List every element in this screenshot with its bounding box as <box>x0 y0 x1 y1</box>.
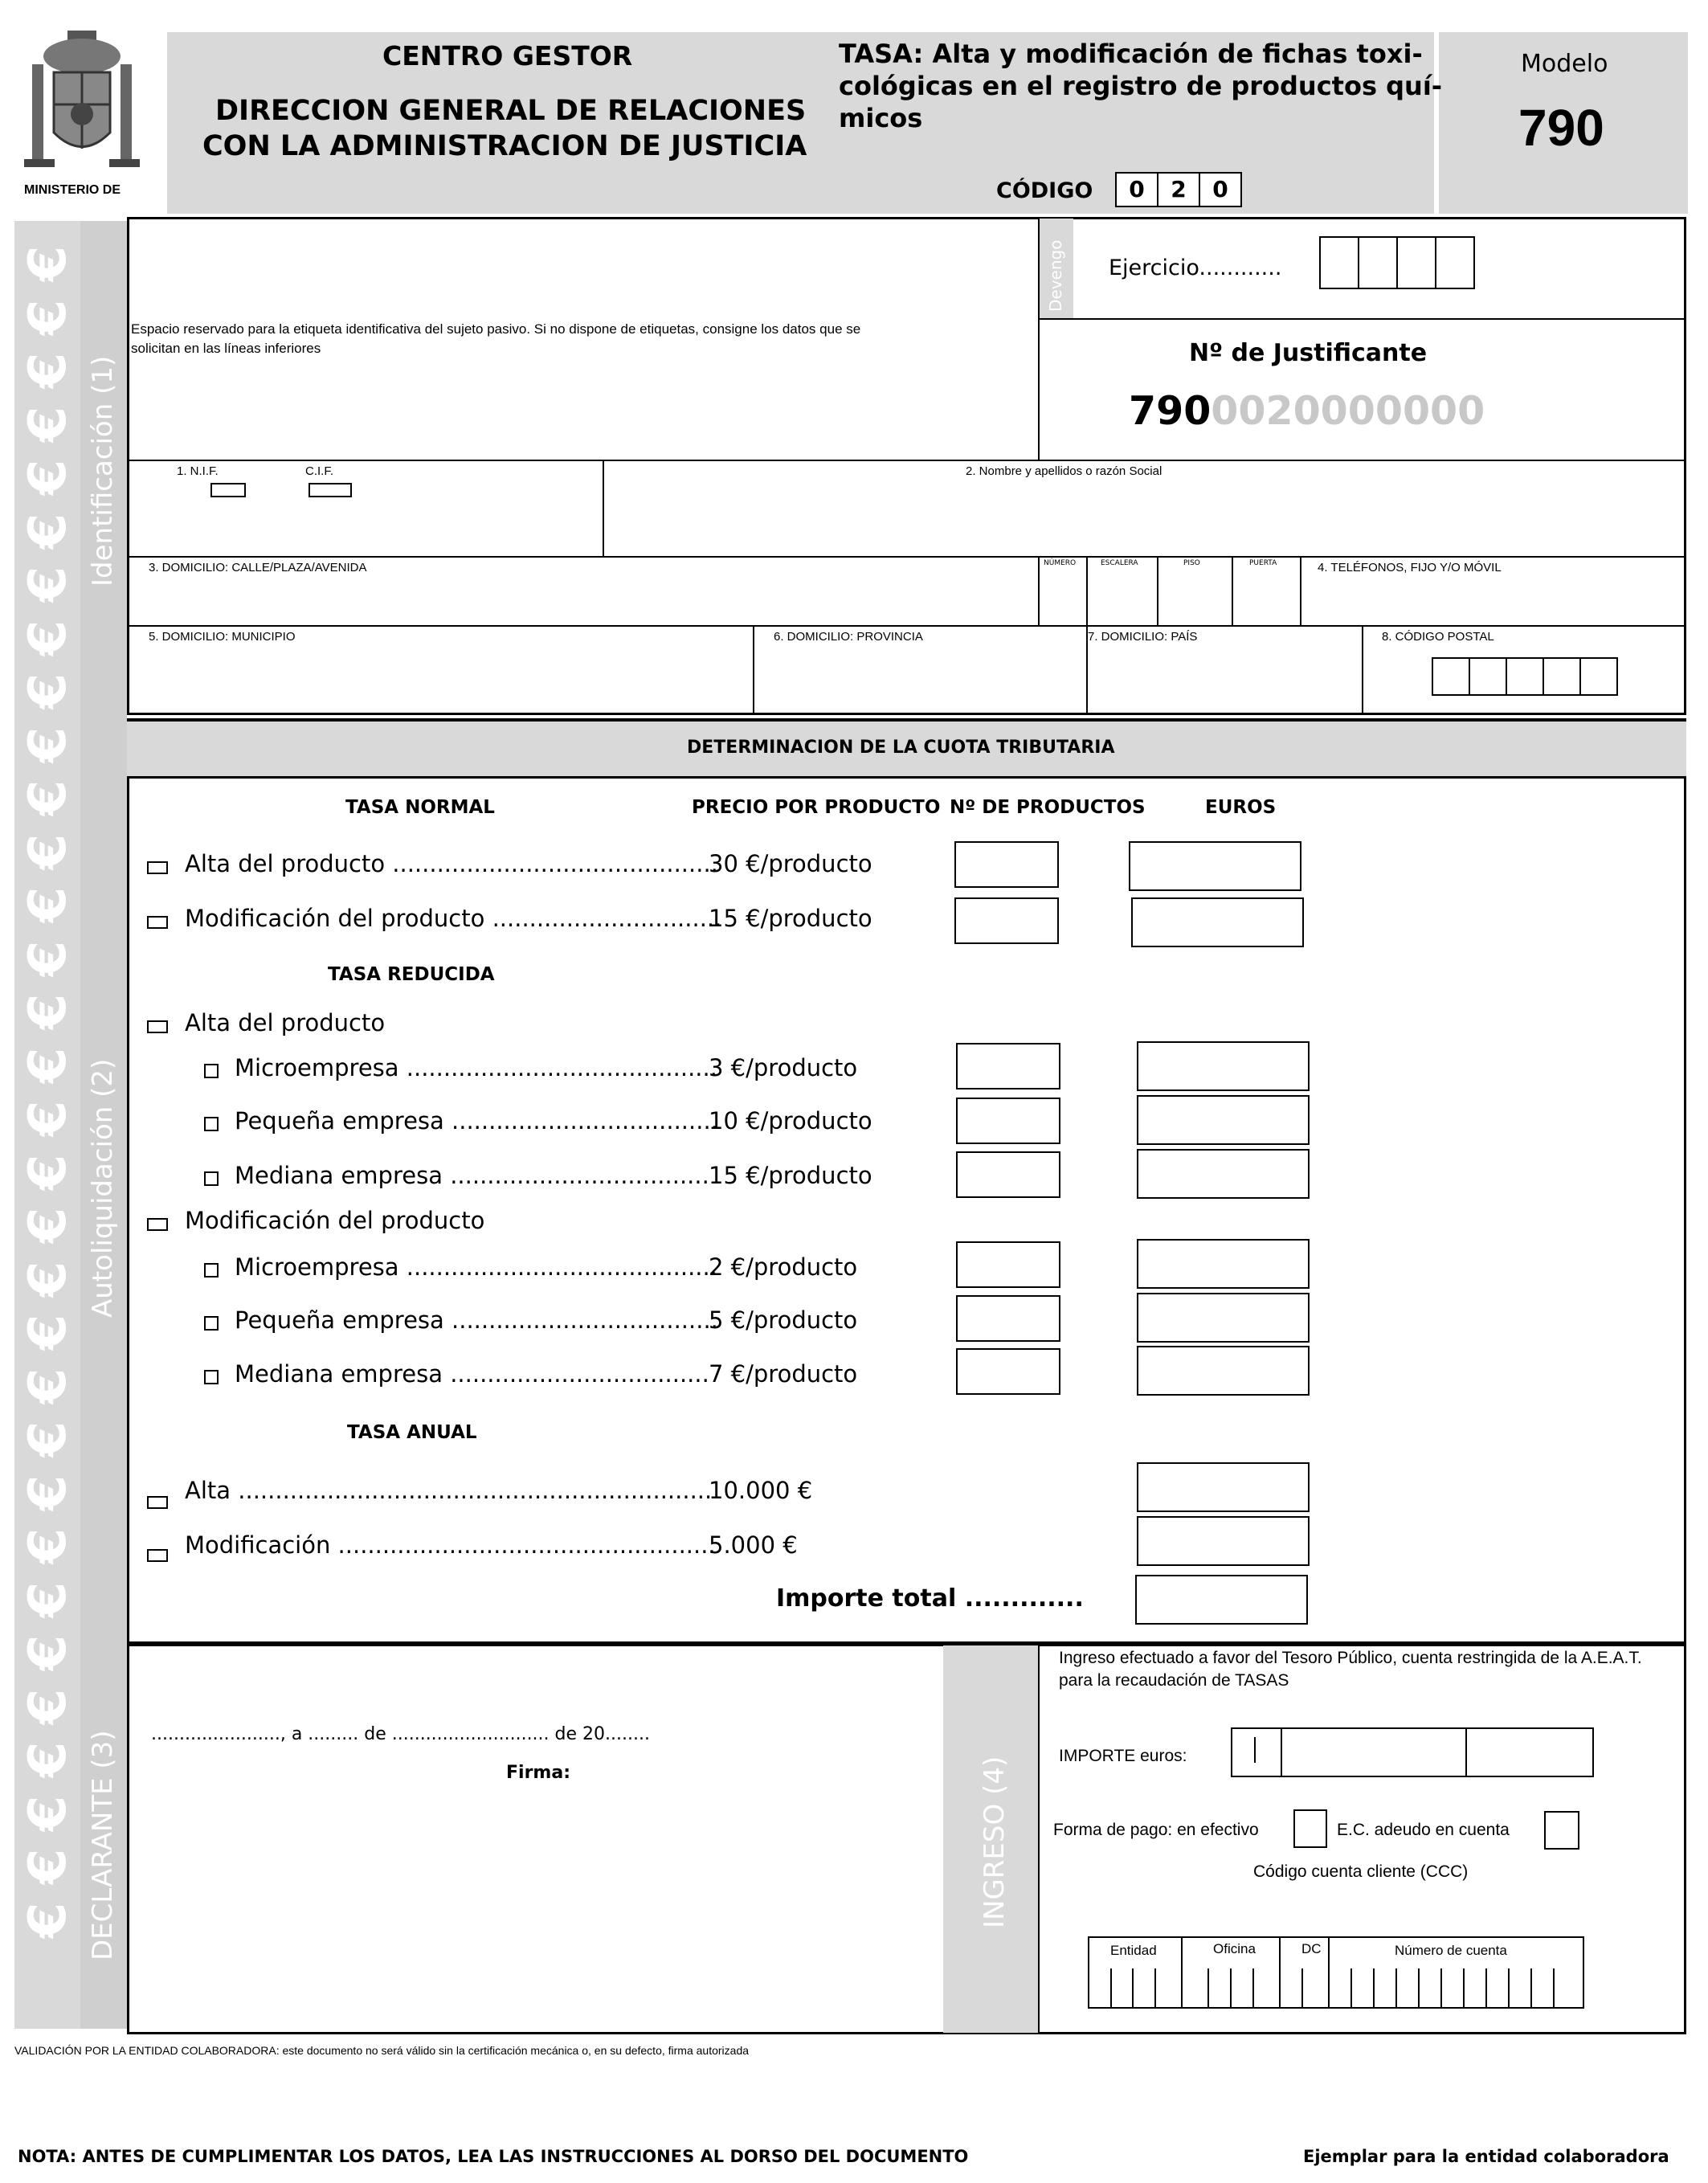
tasa-anual-title: TASA ANUAL <box>347 1422 477 1443</box>
euro-icon: € <box>18 833 78 869</box>
anual-mod-euros[interactable] <box>1137 1516 1310 1566</box>
field-domicilio-label: 3. DOMICILIO: CALLE/PLAZA/AVENIDA <box>149 561 367 574</box>
nota-text: NOTA: ANTES DE CUMPLIMENTAR LOS DATOS, LEA LAS INSTRUCCIONES AL DORSO DEL DOCUMENTO <box>18 2147 969 2166</box>
col-euros: EUROS <box>1205 797 1277 818</box>
ccc-group-divider <box>1181 1936 1183 2009</box>
codigo-boxes <box>1115 172 1244 207</box>
codigo-label: CÓDIGO <box>996 178 1093 203</box>
euro-icon: € <box>18 993 78 1030</box>
col-precio: PRECIO POR PRODUCTO <box>692 797 941 818</box>
ejercicio-box[interactable] <box>1319 236 1359 289</box>
tasa-line2: cológicas en el registro de productos quí- <box>839 71 1443 101</box>
ccc-group-divider <box>1279 1936 1281 2009</box>
red-alta-micro-label: Microempresa .......................................... <box>235 1054 717 1081</box>
euro-icon: € <box>18 352 78 389</box>
checkbox-red-mod-micro[interactable] <box>204 1263 219 1278</box>
field-nombre-label: 2. Nombre y apellidos o razón Social <box>966 464 1163 478</box>
euro-icon: € <box>18 1741 78 1778</box>
red-mod-med-price: 7 €/producto <box>709 1360 858 1388</box>
ccc-digit-divider <box>1485 1968 1487 2009</box>
euro-icon: € <box>18 1848 78 1885</box>
euro-icon: € <box>18 1421 78 1457</box>
section2-title: Autoliquidación (2) <box>87 1058 119 1318</box>
normal-alta-label: Alta del producto ............................................ <box>185 850 718 877</box>
checkbox-red-alta[interactable] <box>147 1020 168 1033</box>
red-mod-micro-label: Microempresa .......................................... <box>235 1253 717 1281</box>
red-mod-micro-euros[interactable] <box>1137 1239 1310 1289</box>
ccc-digit-divider <box>1373 1968 1375 2009</box>
checkbox-red-alta-peq[interactable] <box>204 1117 219 1131</box>
postal-code-boxes[interactable] <box>1432 657 1620 696</box>
centro-gestor: CENTRO GESTOR <box>382 40 633 72</box>
checkbox-anual-alta[interactable] <box>147 1496 168 1509</box>
importe-label: IMPORTE euros: <box>1059 1747 1187 1765</box>
normal-mod-count[interactable] <box>954 897 1059 944</box>
euro-icon: € <box>18 1474 78 1511</box>
section1-title: Identificación (1) <box>87 355 119 587</box>
red-mod-peq-count[interactable] <box>956 1295 1060 1342</box>
ccc-digit-divider <box>1154 1968 1156 2009</box>
justificante-prefix: 790 <box>1129 388 1212 434</box>
red-mod-peq-price: 5 €/producto <box>709 1306 858 1334</box>
ministry-label: MINISTERIO DE <box>24 183 121 197</box>
red-mod-micro-price: 2 €/producto <box>709 1253 858 1281</box>
euro-icon: € <box>18 1527 78 1564</box>
euro-icon: € <box>18 1207 78 1244</box>
forma-pago-label: Forma de pago: en efectivo <box>1053 1821 1259 1839</box>
importe-total-box[interactable] <box>1135 1575 1308 1625</box>
justificante-rest: 0020000000 <box>1211 388 1485 434</box>
field-telefonos-label: 4. TELÉFONOS, FIJO Y/O MÓVIL <box>1318 561 1502 574</box>
modelo-number: 790 <box>1518 99 1604 157</box>
ccc-box[interactable] <box>1088 1936 1584 2009</box>
red-mod-label: Modificación del producto <box>185 1207 485 1234</box>
field-nif-label: 1. N.I.F. <box>177 464 219 478</box>
checkbox-normal-mod[interactable] <box>147 916 168 929</box>
euro-icon: € <box>18 1314 78 1351</box>
ccc-digit-divider <box>1530 1968 1532 2009</box>
ccc-digit-divider <box>1418 1968 1420 2009</box>
section4-title: INGRESO (4) <box>979 1756 1011 1928</box>
red-alta-micro-count[interactable] <box>956 1043 1060 1089</box>
ccc-digit-divider <box>1395 1968 1397 2009</box>
euro-icon: € <box>18 726 78 762</box>
col-num-productos: Nº DE PRODUCTOS <box>950 797 1146 818</box>
ccc-digit-divider <box>1230 1968 1232 2009</box>
euro-icon: € <box>18 1100 78 1137</box>
normal-alta-euros[interactable] <box>1129 841 1301 891</box>
tasa-line1: TASA: Alta y modificación de fichas toxi- <box>839 39 1423 69</box>
ccc-dc: DC <box>1301 1941 1322 1956</box>
red-mod-micro-count[interactable] <box>956 1241 1060 1288</box>
ejercicio-box[interactable] <box>1435 236 1475 289</box>
normal-mod-euros[interactable] <box>1131 897 1304 947</box>
red-mod-med-euros[interactable] <box>1137 1346 1310 1396</box>
field-provincia-label: 6. DOMICILIO: PROVINCIA <box>774 630 923 644</box>
ccc-digit-divider <box>1132 1968 1134 2009</box>
euro-icon: € <box>18 566 78 603</box>
tasa-reducida-title: TASA REDUCIDA <box>328 964 495 985</box>
ejercicio-box[interactable] <box>1396 236 1436 289</box>
normal-alta-price: 30 €/producto <box>709 850 872 877</box>
euro-icon: € <box>18 406 78 442</box>
checkbox-red-alta-med[interactable] <box>204 1171 219 1186</box>
checkbox-normal-alta[interactable] <box>147 861 168 874</box>
field-cif-label: C.I.F. <box>305 464 334 478</box>
field-pais-label: 7. DOMICILIO: PAÍS <box>1088 630 1198 644</box>
ccc-digit-divider <box>1553 1968 1555 2009</box>
euro-icon: € <box>18 1367 78 1404</box>
ccc-digit-divider <box>1508 1968 1510 2009</box>
checkbox-red-mod-peq[interactable] <box>204 1316 219 1331</box>
cuota-banner-title: DETERMINACION DE LA CUOTA TRIBUTARIA <box>687 738 1115 758</box>
euro-icon: € <box>18 886 78 923</box>
euro-icon: € <box>18 1902 78 1938</box>
anual-alta-price: 10.000 € <box>709 1477 813 1504</box>
euro-icon: € <box>18 1795 78 1831</box>
ccc-digit-divider <box>1110 1968 1112 2009</box>
checkbox-red-alta-micro[interactable] <box>204 1064 219 1078</box>
efectivo-checkbox[interactable] <box>1293 1809 1327 1848</box>
validacion-text: VALIDACIÓN POR LA ENTIDAD COLABORADORA: este documento no será válido sin la certificación mecánica o, en su defecto, firma autorizada <box>14 2044 750 2057</box>
ec-adeudo-label: E.C. adeudo en cuenta <box>1337 1821 1510 1839</box>
puerta-label: PUERTA <box>1249 559 1277 567</box>
field-cp-label: 8. CÓDIGO POSTAL <box>1382 630 1494 644</box>
euro-icon: € <box>18 779 78 816</box>
tasa-line3: micos <box>839 103 923 133</box>
dg-line1: DIRECCION GENERAL DE RELACIONES <box>215 95 807 127</box>
codigo-digit: 2 <box>1157 172 1200 207</box>
anual-mod-price: 5.000 € <box>709 1531 798 1559</box>
codigo-digit: 0 <box>1199 172 1242 207</box>
piso-label: PISO <box>1183 559 1200 567</box>
numero-label: NÚMERO <box>1044 559 1077 567</box>
euro-icon: € <box>18 1581 78 1617</box>
fecha-line[interactable]: ......................., a ......... de ............................ de 20........ <box>151 1724 650 1744</box>
ccc-entidad: Entidad <box>1110 1943 1157 1958</box>
red-alta-micro-euros[interactable] <box>1137 1041 1310 1091</box>
modelo-label: Modelo <box>1521 50 1608 78</box>
euro-icon: € <box>18 1047 78 1083</box>
checkbox-red-mod[interactable] <box>147 1218 168 1231</box>
anual-mod-label: Modificación ................................................... <box>185 1531 716 1559</box>
ingreso-text1: Ingreso efectuado a favor del Tesoro Público, cuenta restringida de la A.E.A.T. <box>1059 1649 1642 1667</box>
red-mod-peq-label: Pequeña empresa .................................... <box>235 1306 718 1334</box>
cif-checkbox[interactable] <box>309 483 352 497</box>
normal-mod-label: Modificación del producto ............................... <box>185 905 722 932</box>
ccc-num-cuenta: Número de cuenta <box>1395 1943 1507 1958</box>
red-alta-peq-euros[interactable] <box>1137 1095 1310 1145</box>
checkbox-red-mod-med[interactable] <box>204 1370 219 1384</box>
normal-alta-count[interactable] <box>954 841 1059 888</box>
importe-total-label: Importe total ............. <box>776 1584 1084 1613</box>
escalera-label: ESCALERA <box>1101 559 1138 567</box>
ejercicio-box[interactable] <box>1358 236 1398 289</box>
ccc-digit-divider <box>1440 1968 1442 2009</box>
field-municipio-label: 5. DOMICILIO: MUNICIPIO <box>149 630 296 644</box>
red-alta-med-price: 15 €/producto <box>709 1162 872 1189</box>
euro-icon: € <box>18 940 78 976</box>
justificante-number <box>1129 388 1485 434</box>
red-alta-med-euros[interactable] <box>1137 1149 1310 1199</box>
ejemplar-text: Ejemplar para la entidad colaboradora <box>1303 2147 1669 2166</box>
red-alta-peq-label: Pequeña empresa .................................... <box>235 1107 718 1134</box>
red-alta-micro-price: 3 €/producto <box>709 1054 858 1081</box>
ccc-digit-divider <box>1463 1968 1465 2009</box>
red-alta-label: Alta del producto <box>185 1009 386 1036</box>
euro-icon: € <box>18 299 78 335</box>
red-mod-peq-euros[interactable] <box>1137 1293 1310 1343</box>
anual-alta-euros[interactable] <box>1137 1462 1310 1512</box>
ccc-label: Código cuenta cliente (CCC) <box>1253 1862 1469 1881</box>
importe-euros-box[interactable] <box>1231 1727 1594 1777</box>
red-alta-med-count[interactable] <box>956 1151 1060 1198</box>
euro-icon: € <box>18 672 78 709</box>
label-space-text: Espacio reservado para la etiqueta identificativa del sujeto pasivo. Si no dispone de etiquetas, consigne los datos que se <box>131 321 861 337</box>
normal-mod-price: 15 €/producto <box>709 905 872 932</box>
euro-icon: € <box>18 1688 78 1724</box>
red-alta-peq-count[interactable] <box>956 1098 1060 1144</box>
euro-icon: € <box>18 245 78 282</box>
euro-icon: € <box>18 1261 78 1297</box>
ccc-digit-divider <box>1301 1968 1303 2009</box>
euro-icon: € <box>18 1634 78 1671</box>
label-space-text2: solicitan en las líneas inferiores <box>131 341 321 356</box>
euro-icon: € <box>18 1154 78 1190</box>
checkbox-anual-mod[interactable] <box>147 1549 168 1562</box>
anual-alta-label: Alta ................................................................ <box>185 1477 713 1504</box>
euro-icon: € <box>18 513 78 549</box>
red-alta-med-label: Mediana empresa ................................... <box>235 1162 709 1189</box>
ccc-oficina: Oficina <box>1213 1941 1256 1956</box>
firma-label: Firma: <box>506 1763 570 1783</box>
section3-title: DECLARANTE (3) <box>87 1730 119 1960</box>
euro-icon: € <box>18 459 78 496</box>
ccc-digit-divider <box>1252 1968 1254 2009</box>
ccc-digit-divider <box>1350 1968 1352 2009</box>
red-alta-peq-price: 10 €/producto <box>709 1107 872 1134</box>
nif-checkbox[interactable] <box>210 483 246 497</box>
euro-icon: € <box>18 619 78 656</box>
justificante-title: Nº de Justificante <box>1189 339 1428 367</box>
dg-line2: CON LA ADMINISTRACION DE JUSTICIA <box>202 130 807 162</box>
ingreso-text2: para la recaudación de TASAS <box>1059 1671 1289 1690</box>
col-tasa-normal: TASA NORMAL <box>345 797 495 818</box>
red-mod-med-label: Mediana empresa ................................... <box>235 1360 709 1388</box>
ccc-group-divider <box>1328 1936 1330 2009</box>
coat-of-arms <box>18 24 146 177</box>
ejercicio-label[interactable]: Ejercicio............ <box>1109 256 1282 280</box>
ccc-digit-divider <box>1207 1968 1209 2009</box>
codigo-digit: 0 <box>1115 172 1158 207</box>
adeudo-checkbox[interactable] <box>1544 1811 1579 1850</box>
devengo-label: Devengo <box>1046 239 1065 312</box>
red-mod-med-count[interactable] <box>956 1348 1060 1395</box>
